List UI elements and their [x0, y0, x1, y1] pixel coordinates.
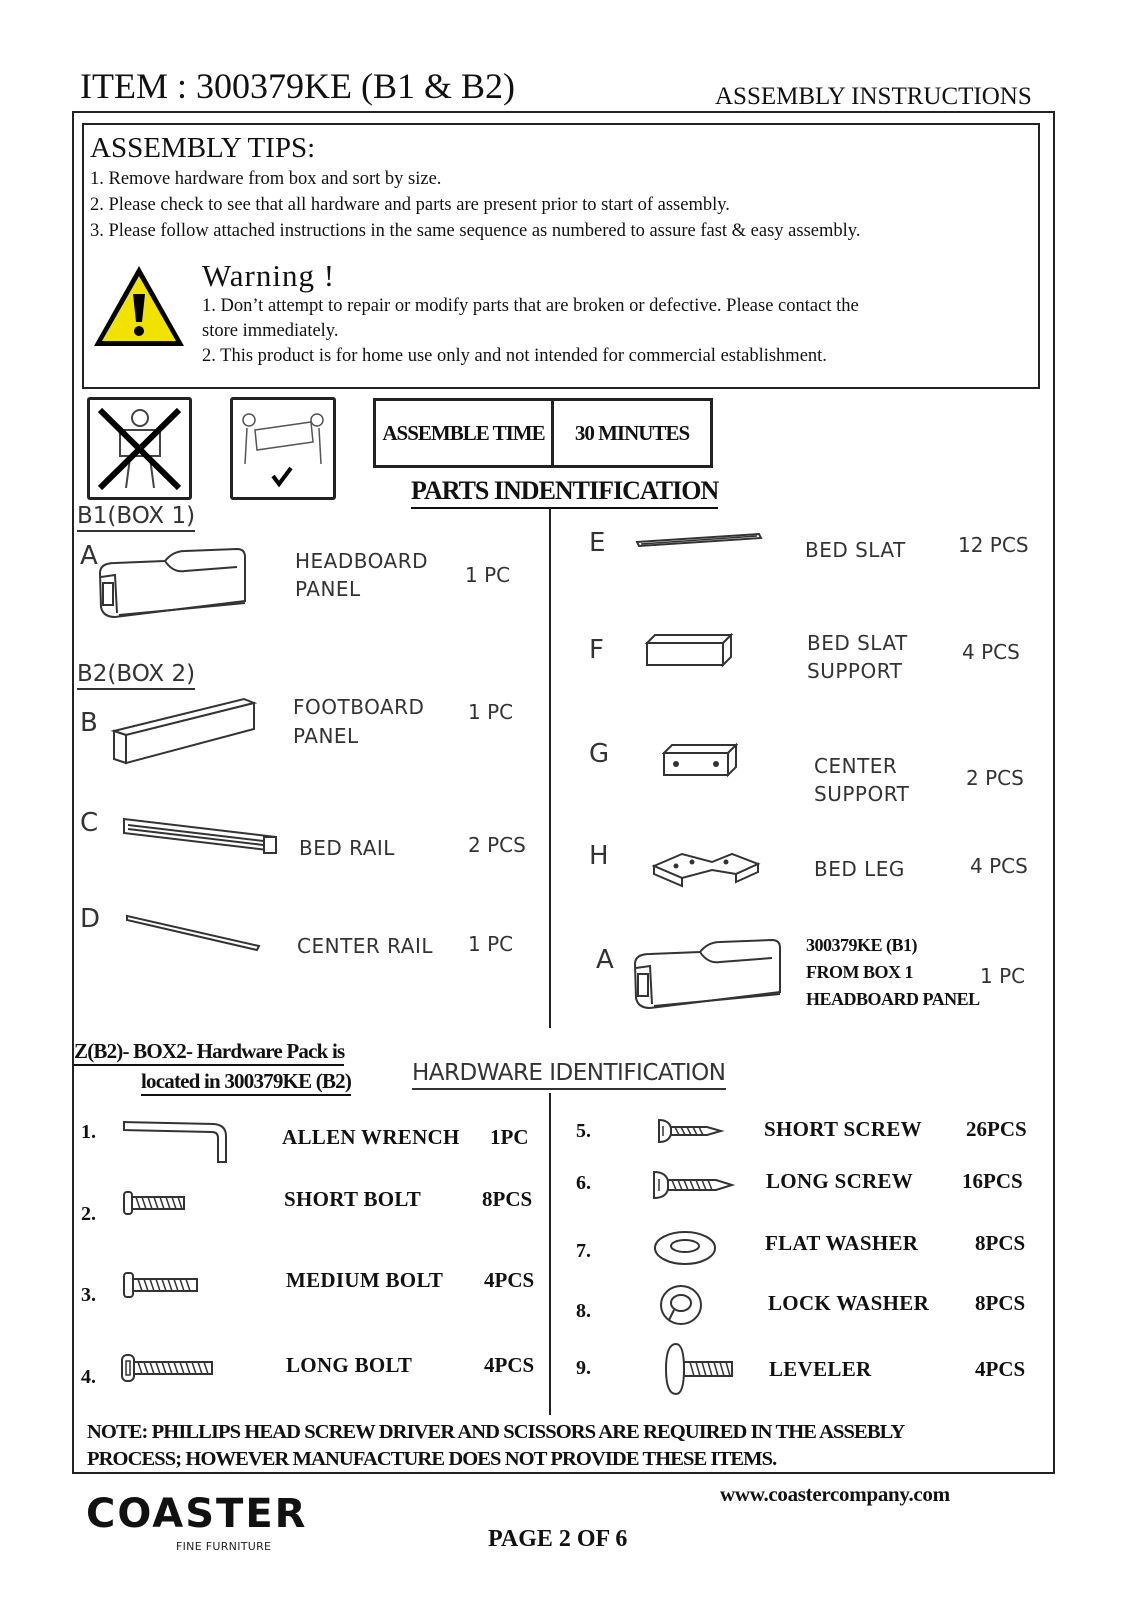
note-line-2: PROCESS; HOWEVER MANUFACTURE DOES NOT PROVIDE THESE ITEMS. [87, 1448, 777, 1470]
part-e-qty: 12 PCS [958, 533, 1029, 557]
lock-washer-icon [658, 1283, 704, 1327]
hw-qty-6: 16PCS [962, 1169, 1023, 1193]
part-a-name-2: PANEL [295, 577, 361, 601]
part-b-name-1: FOOTBOARD [293, 695, 425, 719]
hw-name-7: FLAT WASHER [765, 1231, 919, 1255]
bed-rail-icon [120, 815, 282, 857]
part-letter-f: F [589, 635, 604, 665]
part-letter-d: D [80, 904, 101, 934]
assemble-time-label: ASSEMBLE TIME [376, 401, 554, 465]
note-line-1: NOTE: PHILLIPS HEAD SCREW DRIVER AND SCISSORS ARE REQUIRED IN THE ASSEBLY [87, 1421, 905, 1443]
footboard-panel-icon [110, 695, 260, 767]
part-c-name-1: BED RAIL [299, 836, 395, 860]
part-a-name-1: HEADBOARD [295, 549, 428, 573]
allen-wrench-icon [122, 1118, 232, 1164]
hardware-pack-note-2: located in 300379KE (B2) [141, 1068, 351, 1096]
hw-num-8: 8. [576, 1300, 591, 1322]
tips-title: ASSEMBLY TIPS: [90, 132, 316, 164]
brand-logo: COASTER [86, 1491, 308, 1537]
part-h-name-1: BED LEG [814, 857, 905, 881]
bed-slat-support-icon [645, 633, 735, 669]
hw-name-4: LONG BOLT [286, 1353, 413, 1377]
part-g-name-2: SUPPORT [814, 782, 910, 806]
hw-num-2: 2. [81, 1203, 96, 1225]
bed-leg-icon [652, 848, 762, 888]
headboard-panel-icon [95, 545, 250, 625]
two-person-ok-icon [230, 397, 336, 500]
warning-line-1b: store immediately. [202, 321, 339, 341]
long-screw-icon [652, 1170, 736, 1200]
part-f-name-1: BED SLAT [807, 631, 908, 655]
part-h-qty: 4 PCS [970, 854, 1028, 878]
warning-icon [90, 262, 188, 350]
part-letter-c: C [80, 808, 99, 838]
part-d-qty: 1 PC [468, 932, 514, 956]
part-a-ref-line-2: FROM BOX 1 [806, 962, 913, 982]
warning-line-1a: 1. Don’t attempt to repair or modify parts that are broken or defective. Please contact the [202, 296, 859, 316]
part-f-name-2: SUPPORT [807, 659, 903, 683]
part-a-ref-line-3: HEADBOARD PANEL [806, 989, 980, 1009]
hw-name-6: LONG SCREW [766, 1169, 914, 1193]
hw-qty-4: 4PCS [484, 1353, 535, 1377]
hw-num-4: 4. [81, 1366, 96, 1388]
center-support-icon [662, 743, 740, 779]
hw-qty-2: 8PCS [482, 1187, 533, 1211]
part-letter-h: H [589, 841, 609, 871]
part-f-qty: 4 PCS [962, 640, 1020, 664]
box2-label: B2(BOX 2) [77, 660, 195, 690]
warning-line-2: 2. This product is for home use only and not intended for commercial establishment. [202, 346, 827, 366]
hw-name-8: LOCK WASHER [768, 1291, 930, 1315]
tip-item-3: 3. Please follow attached instructions in the same sequence as numbered to assure fast & easy assembly. [90, 221, 861, 241]
part-b-qty: 1 PC [468, 700, 514, 724]
brand-subtitle: FINE FURNITURE [176, 1540, 272, 1553]
hw-num-1: 1. [81, 1121, 96, 1143]
parts-title: PARTS INDENTIFICATION [411, 475, 718, 509]
part-d-name-1: CENTER RAIL [297, 934, 433, 958]
bed-slat-icon [635, 530, 765, 552]
part-letter-g: G [589, 739, 610, 769]
hw-name-5: SHORT SCREW [764, 1117, 922, 1141]
hw-qty-9: 4PCS [975, 1357, 1026, 1381]
item-title: ITEM : 300379KE (B1 & B2) [80, 66, 515, 106]
website-link[interactable]: www.coastercompany.com [720, 1482, 950, 1506]
part-e-name-1: BED SLAT [805, 538, 906, 562]
hw-num-9: 9. [576, 1357, 591, 1379]
page-number: PAGE 2 OF 6 [488, 1526, 628, 1552]
part-b-name-2: PANEL [293, 724, 359, 748]
hw-name-3: MEDIUM BOLT [286, 1268, 444, 1292]
hw-name-2: SHORT BOLT [284, 1187, 422, 1211]
hardware-title: HARDWARE IDENTIFICATION [412, 1058, 726, 1090]
part-a-qty: 1 PC [465, 563, 511, 587]
hw-qty-7: 8PCS [975, 1231, 1026, 1255]
hw-qty-1: 1PC [490, 1125, 529, 1149]
part-a-ref-line-1: 300379KE (B1) [806, 935, 918, 955]
assemble-time-box [373, 398, 713, 468]
part-letter-b: B [80, 708, 98, 738]
part-a-ref-qty: 1 PC [980, 964, 1026, 988]
part-g-name-1: CENTER [814, 754, 898, 778]
tip-item-1: 1. Remove hardware from box and sort by size. [90, 169, 442, 189]
headboard-panel-ref-icon [630, 936, 785, 1016]
hw-qty-8: 8PCS [975, 1291, 1026, 1315]
part-g-qty: 2 PCS [966, 766, 1024, 790]
part-letter-e: E [589, 528, 606, 558]
short-bolt-icon [122, 1190, 188, 1216]
leveler-icon [664, 1340, 736, 1398]
hw-qty-5: 26PCS [966, 1117, 1027, 1141]
warning-title: Warning ! [202, 258, 336, 293]
box1-label: B1(BOX 1) [77, 502, 195, 532]
short-screw-icon [657, 1118, 723, 1144]
hw-num-6: 6. [576, 1172, 591, 1194]
flat-washer-icon [652, 1228, 718, 1268]
tip-item-2: 2. Please check to see that all hardware and parts are present prior to start of assembly. [90, 195, 730, 215]
hw-qty-3: 4PCS [484, 1268, 535, 1292]
center-rail-icon [125, 910, 265, 955]
hardware-pack-note-1: Z(B2)- BOX2- Hardware Pack is [74, 1038, 344, 1066]
hw-name-9: LEVELER [769, 1357, 872, 1381]
part-letter-a: A [80, 541, 98, 571]
part-a-ref-letter: A [596, 945, 614, 975]
one-person-no-icon [87, 397, 192, 500]
part-c-qty: 2 PCS [468, 833, 526, 857]
medium-bolt-icon [122, 1271, 202, 1299]
hw-name-1: ALLEN WRENCH [282, 1125, 460, 1149]
hw-num-5: 5. [576, 1120, 591, 1142]
assemble-time-value: 30 MINUTES [574, 420, 690, 445]
long-bolt-icon [120, 1353, 216, 1383]
parts-divider [549, 508, 551, 1028]
hardware-divider [549, 1093, 551, 1415]
doc-type: ASSEMBLY INSTRUCTIONS [715, 83, 1032, 110]
hw-num-3: 3. [81, 1284, 96, 1306]
hw-num-7: 7. [576, 1240, 591, 1262]
